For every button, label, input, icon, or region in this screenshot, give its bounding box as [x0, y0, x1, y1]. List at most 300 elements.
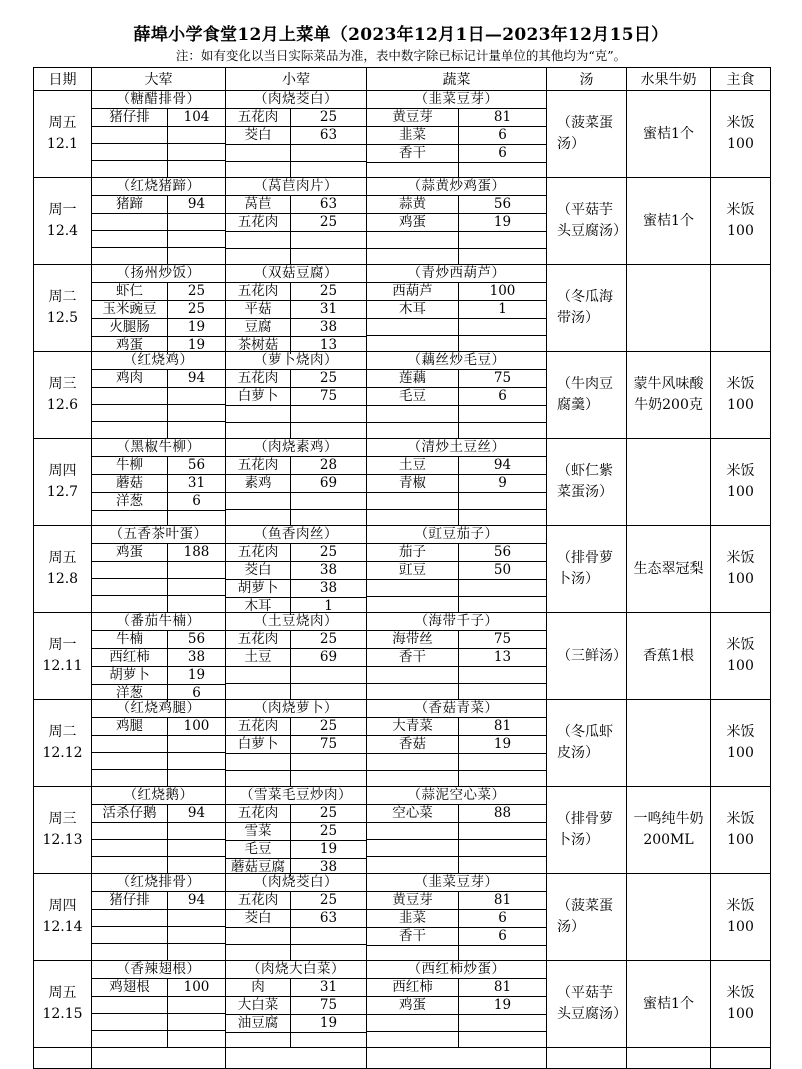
ingredient-row [92, 944, 225, 960]
ingredient-row [367, 109, 546, 127]
main-meat-cell [92, 439, 226, 526]
ingredient-row [226, 214, 366, 232]
ingredient-name [92, 596, 168, 612]
ingredient-name [367, 336, 459, 352]
date-cell [34, 91, 92, 178]
ingredient-row [367, 544, 546, 562]
ingredient-row [92, 840, 225, 857]
empty-cell [34, 1048, 92, 1069]
date-cell [34, 265, 92, 352]
ingredient-row [367, 145, 546, 163]
ingredient-row [226, 736, 366, 754]
side-meat-dish-name: （雪菜毛豆炒肉） [226, 787, 366, 805]
ingredient-name: 五花肉 [226, 805, 291, 822]
side-meat-cell [226, 265, 367, 352]
ingredient-name: 五花肉 [226, 544, 291, 561]
ingredient-row [92, 649, 225, 667]
ingredient-amount [168, 997, 225, 1013]
ingredient-row [226, 319, 366, 337]
ingredient-name: 西葫芦 [367, 283, 459, 300]
ingredient-amount: 6 [498, 127, 507, 143]
ingredient-name: 五花肉 [226, 283, 291, 300]
ingredient-amount [291, 162, 366, 178]
ingredient-name [367, 684, 459, 700]
vegetable-cell [367, 178, 547, 265]
ingredient-amount: 25 [319, 718, 338, 734]
main-meat-dish-name: （扬州炒饭） [92, 265, 225, 283]
ingredient-row [92, 231, 225, 248]
date: 12.5 [46, 310, 79, 326]
ingredient-row [92, 283, 225, 301]
ingredient-name [367, 857, 459, 873]
ingredient-row [367, 857, 546, 873]
ingredient-name [92, 579, 168, 595]
main-meat-dish-name: （番茄牛楠） [92, 613, 225, 631]
day-row [34, 961, 771, 1048]
ingredient-row [226, 841, 366, 859]
ingredient-name: 豇豆 [367, 562, 459, 579]
ingredient-name: 鸡翅根 [92, 979, 168, 996]
fruit-milk-cell [627, 961, 711, 1048]
ingredient-name: 蒜黄 [367, 196, 459, 213]
ingredient-name: 空心菜 [367, 805, 459, 822]
side-meat-cell [226, 787, 367, 874]
ingredient-name [367, 423, 459, 439]
day-row [34, 613, 771, 700]
ingredient-amount: 75 [493, 370, 512, 386]
main-meat-cell [92, 352, 226, 439]
ingredient-row [226, 823, 366, 841]
weekday: 周一 [48, 202, 77, 218]
ingredient-row [367, 301, 546, 319]
ingredient-amount: 81 [493, 109, 512, 125]
vegetable-dish-name: （蒜黄炒鸡蛋） [367, 178, 546, 196]
date-cell [34, 526, 92, 613]
ingredient-name [92, 511, 168, 525]
ingredient-amount: 56 [187, 457, 206, 473]
ingredient-name: 胡萝卜 [92, 667, 168, 684]
day-row [34, 352, 771, 439]
ingredient-name: 茭白 [226, 127, 291, 144]
main-meat-dish-name: （红烧排骨） [92, 874, 225, 892]
staple-cell [711, 265, 771, 352]
ingredient-name: 黄豆芽 [367, 892, 459, 909]
ingredient-amount [459, 1032, 546, 1048]
ingredient-name: 洋葱 [92, 493, 168, 510]
main-meat-cell [92, 700, 226, 787]
date: 12.12 [42, 745, 83, 761]
ingredient-name: 香干 [367, 145, 459, 162]
staple-cell [711, 613, 771, 700]
vegetable-dish-name: （蒜泥空心菜） [367, 787, 546, 805]
page-title: 薛埠小学食堂12月上菜单（2023年12月1日—2023年12月15日） [133, 25, 669, 45]
ingredient-amount [459, 823, 546, 839]
side-meat-cell [226, 961, 367, 1048]
ingredient-amount: 38 [319, 580, 338, 596]
main-meat-dish [92, 265, 225, 351]
ingredient-amount: 25 [319, 370, 338, 386]
ingredient-name: 鸡蛋 [367, 214, 459, 231]
ingredient-amount: 1 [324, 598, 333, 614]
ingredient-amount [168, 910, 225, 926]
ingredient-row [226, 562, 366, 580]
ingredient-name [226, 145, 291, 161]
ingredient-amount: 94 [187, 196, 206, 212]
ingredient-name: 玉米豌豆 [92, 301, 168, 318]
ingredient-name [226, 232, 291, 248]
ingredient-name: 茭白 [226, 910, 291, 927]
ingredient-name [92, 231, 168, 247]
header-row [34, 68, 771, 91]
ingredient-name: 洋葱 [92, 685, 168, 702]
weekday: 周二 [48, 289, 77, 305]
ingredient-row [226, 301, 366, 319]
ingredient-amount: 38 [319, 859, 338, 875]
vegetable-cell [367, 874, 547, 961]
side-meat-cell [226, 178, 367, 265]
ingredient-name [226, 493, 291, 509]
side-meat-dish-name: （肉烧素鸡） [226, 439, 366, 457]
staple-cell-text: 米饭 100 [726, 811, 755, 848]
soup-cell [547, 526, 627, 613]
ingredient-amount [459, 336, 546, 352]
ingredient-amount: 38 [319, 319, 338, 335]
date-cell [34, 874, 92, 961]
ingredient-amount: 19 [493, 736, 512, 752]
header-staple: 主食 [711, 68, 771, 91]
empty-cell [711, 1048, 771, 1069]
ingredient-amount [168, 596, 225, 612]
ingredient-name [226, 945, 291, 961]
date: 12.4 [46, 223, 79, 239]
soup-cell-text: （平菇芋头豆腐汤） [557, 202, 627, 239]
main-meat-dish-name: （红烧猪蹄） [92, 178, 225, 196]
ingredient-row [367, 127, 546, 145]
ingredient-amount [291, 667, 366, 683]
main-meat-dish [92, 961, 225, 1047]
ingredient-name: 猪仔排 [92, 109, 168, 126]
side-meat-dish-name: （土豆烧肉） [226, 613, 366, 631]
ingredient-name [367, 946, 459, 960]
ingredient-name [367, 163, 459, 177]
ingredient-name [92, 753, 168, 769]
ingredient-amount [291, 1033, 366, 1047]
date: 12.14 [42, 919, 83, 935]
ingredient-amount: 25 [319, 805, 338, 821]
ingredient-row [92, 214, 225, 231]
ingredient-name: 肉 [226, 979, 291, 996]
empty-cell [547, 1048, 627, 1069]
ingredient-name [367, 754, 459, 770]
ingredient-amount: 75 [319, 388, 338, 404]
ingredient-row [92, 109, 225, 127]
ingredient-amount [291, 510, 366, 526]
ingredient-name: 五花肉 [226, 457, 291, 474]
ingredient-amount [168, 753, 225, 769]
ingredient-name [367, 1015, 459, 1031]
ingredient-name [92, 248, 168, 264]
day-row [34, 439, 771, 526]
main-meat-cell [92, 526, 226, 613]
side-meat-cell [226, 613, 367, 700]
ingredient-amount: 56 [187, 631, 206, 647]
fruit-milk-cell [627, 91, 711, 178]
ingredient-amount: 13 [319, 337, 338, 353]
vegetable-cell [367, 613, 547, 700]
staple-cell [711, 700, 771, 787]
ingredient-row [367, 562, 546, 580]
ingredient-row [367, 840, 546, 857]
menu-table [33, 67, 771, 1069]
fruit-milk-cell [627, 787, 711, 874]
date-cell [34, 439, 92, 526]
ingredient-row [367, 667, 546, 684]
vegetable-dish-name: （西红柿炒蛋） [367, 961, 546, 979]
ingredient-amount: 6 [498, 928, 507, 944]
ingredient-amount [168, 927, 225, 943]
side-meat-cell [226, 91, 367, 178]
ingredient-row [367, 406, 546, 423]
ingredient-amount [168, 823, 225, 839]
staple-cell [711, 352, 771, 439]
ingredient-name: 鸡蛋 [92, 544, 168, 561]
ingredient-name [92, 857, 168, 873]
vegetable-dish-name: （藕丝炒毛豆） [367, 352, 546, 370]
ingredient-amount: 100 [183, 979, 210, 995]
vegetable-cell [367, 526, 547, 613]
ingredient-row [226, 196, 366, 214]
staple-cell [711, 787, 771, 874]
date: 12.7 [46, 484, 79, 500]
main-meat-dish [92, 787, 225, 873]
side-meat-dish [226, 700, 366, 786]
ingredient-name: 香菇 [367, 736, 459, 753]
ingredient-amount [168, 1014, 225, 1030]
ingredient-name [92, 562, 168, 578]
main-meat-dish [92, 526, 225, 612]
ingredient-row [226, 145, 366, 162]
ingredient-row [92, 596, 225, 612]
vegetable-dish-name: （清炒土豆丝） [367, 439, 546, 457]
ingredient-row [226, 457, 366, 475]
side-meat-dish-name: （双菇豆腐） [226, 265, 366, 283]
date-cell [34, 961, 92, 1048]
fruit-milk-cell-text: 蒙牛风味酸牛奶200克 [633, 376, 704, 413]
ingredient-name [367, 771, 459, 787]
ingredient-row [92, 857, 225, 873]
ingredient-amount: 75 [319, 997, 338, 1013]
ingredient-amount: 104 [183, 109, 210, 125]
soup-cell-text: （三鲜汤） [557, 647, 627, 664]
ingredient-name [226, 754, 291, 770]
ingredient-name: 韭菜 [367, 910, 459, 927]
ingredient-name: 莴苣 [226, 196, 291, 213]
ingredient-row [92, 805, 225, 823]
ingredient-amount: 81 [493, 979, 512, 995]
ingredient-name [92, 997, 168, 1013]
ingredient-row [367, 336, 546, 352]
vegetable-dish-name: （海带千子） [367, 613, 546, 631]
ingredient-name: 鸡腿 [92, 718, 168, 735]
ingredient-row [226, 631, 366, 649]
date: 12.13 [42, 832, 83, 848]
soup-cell [547, 352, 627, 439]
ingredient-row [92, 823, 225, 840]
ingredient-amount [168, 840, 225, 856]
side-meat-dish-name: （鱼香肉丝） [226, 526, 366, 544]
main-meat-cell [92, 178, 226, 265]
ingredient-amount [168, 405, 225, 421]
vegetable-dish-name: （香菇青菜） [367, 700, 546, 718]
ingredient-amount [291, 928, 366, 944]
ingredient-amount: 6 [498, 145, 507, 161]
ingredient-row [226, 162, 366, 178]
vegetable-dish-name: （青炒西葫芦） [367, 265, 546, 283]
soup-cell [547, 265, 627, 352]
side-meat-dish [226, 526, 366, 612]
ingredient-name: 五花肉 [226, 214, 291, 231]
weekday: 周四 [48, 898, 77, 914]
ingredient-amount: 19 [187, 337, 206, 353]
header-date: 日期 [34, 68, 92, 91]
ingredient-row [92, 631, 225, 649]
vegetable-cell [367, 961, 547, 1048]
ingredient-row [92, 388, 225, 405]
staple-cell-text: 米饭 100 [726, 202, 755, 239]
menu-note: 注：如有变化以当日实际菜品为准，表中数字除已标记计量单位的其他均为“克”。 [175, 48, 627, 63]
ingredient-row [226, 805, 366, 823]
side-meat-dish-name: （萝卜烧肉） [226, 352, 366, 370]
ingredient-name [367, 840, 459, 856]
ingredient-row [367, 163, 546, 177]
ingredient-name [92, 388, 168, 404]
day-row [34, 874, 771, 961]
ingredient-name: 茶树菇 [226, 337, 291, 354]
ingredient-row [226, 232, 366, 249]
side-meat-dish [226, 874, 366, 960]
soup-cell-text: （虾仁紫菜蛋汤） [557, 463, 613, 500]
main-meat-cell [92, 874, 226, 961]
weekday: 周五 [48, 550, 77, 566]
main-meat-dish [92, 352, 225, 438]
ingredient-row [92, 979, 225, 997]
ingredient-row [92, 562, 225, 579]
main-meat-dish-name: （红烧鸡） [92, 352, 225, 370]
day-row [34, 526, 771, 613]
ingredient-row [367, 979, 546, 997]
date: 12.1 [46, 136, 79, 152]
ingredient-name [92, 910, 168, 926]
soup-cell [547, 874, 627, 961]
ingredient-name: 茭白 [226, 562, 291, 579]
ingredient-amount: 19 [493, 214, 512, 230]
ingredient-amount [459, 597, 546, 613]
ingredient-row [226, 684, 366, 700]
vegetable-cell [367, 439, 547, 526]
weekday: 周四 [48, 463, 77, 479]
ingredient-row [226, 388, 366, 406]
ingredient-name: 五花肉 [226, 370, 291, 387]
ingredient-amount: 25 [319, 631, 338, 647]
day-row-partial [34, 1048, 771, 1069]
soup-cell-text: （菠菜蛋汤） [557, 898, 613, 935]
ingredient-amount [291, 232, 366, 248]
ingredient-row [226, 283, 366, 301]
vegetable-dish [367, 178, 546, 264]
ingredient-amount [291, 249, 366, 265]
ingredient-amount: 94 [187, 805, 206, 821]
ingredient-amount: 13 [493, 649, 512, 665]
ingredient-name: 五花肉 [226, 718, 291, 735]
ingredient-name: 鸡肉 [92, 370, 168, 387]
weekday: 周五 [48, 985, 77, 1001]
ingredient-row [367, 631, 546, 649]
ingredient-row [92, 544, 225, 562]
soup-cell [547, 439, 627, 526]
day-row [34, 91, 771, 178]
ingredient-row [367, 457, 546, 475]
vegetable-dish [367, 439, 546, 525]
ingredient-amount: 25 [319, 109, 338, 125]
ingredient-amount [168, 579, 225, 595]
date-cell [34, 700, 92, 787]
ingredient-name: 青椒 [367, 475, 459, 492]
ingredient-row [92, 579, 225, 596]
ingredient-name [367, 406, 459, 422]
ingredient-amount [291, 945, 366, 961]
ingredient-name: 大白菜 [226, 997, 291, 1014]
fruit-milk-cell [627, 265, 711, 352]
ingredient-row [92, 457, 225, 475]
ingredient-amount: 6 [498, 388, 507, 404]
date-cell [34, 178, 92, 265]
ingredient-amount: 1 [498, 301, 507, 317]
ingredient-row [367, 319, 546, 336]
ingredient-amount [168, 144, 225, 160]
ingredient-amount [168, 562, 225, 578]
ingredient-name [367, 597, 459, 613]
ingredient-name [226, 249, 291, 265]
ingredient-amount: 31 [187, 475, 206, 491]
main-meat-dish [92, 178, 225, 264]
ingredient-row [92, 892, 225, 910]
ingredient-name [226, 162, 291, 178]
ingredient-amount: 19 [319, 841, 338, 857]
ingredient-amount: 31 [319, 301, 338, 317]
ingredient-row [92, 718, 225, 736]
ingredient-name [92, 405, 168, 421]
ingredient-name [367, 319, 459, 335]
ingredient-amount: 9 [498, 475, 507, 491]
side-meat-dish [226, 352, 366, 438]
ingredient-row [92, 475, 225, 493]
ingredient-amount: 6 [498, 910, 507, 926]
staple-cell-text: 米饭 100 [726, 898, 755, 935]
ingredient-name [92, 1031, 168, 1047]
side-meat-dish-name: （肉烧大白菜） [226, 961, 366, 979]
ingredient-amount: 38 [187, 649, 206, 665]
ingredient-amount [459, 406, 546, 422]
ingredient-name: 猪蹄 [92, 196, 168, 213]
ingredient-amount: 63 [319, 196, 338, 212]
ingredient-amount [168, 248, 225, 264]
ingredient-amount: 31 [319, 979, 338, 995]
ingredient-row [367, 997, 546, 1015]
day-row [34, 787, 771, 874]
ingredient-name [367, 510, 459, 526]
soup-cell-text: （排骨萝卜汤） [557, 550, 613, 587]
ingredient-amount: 56 [493, 544, 512, 560]
